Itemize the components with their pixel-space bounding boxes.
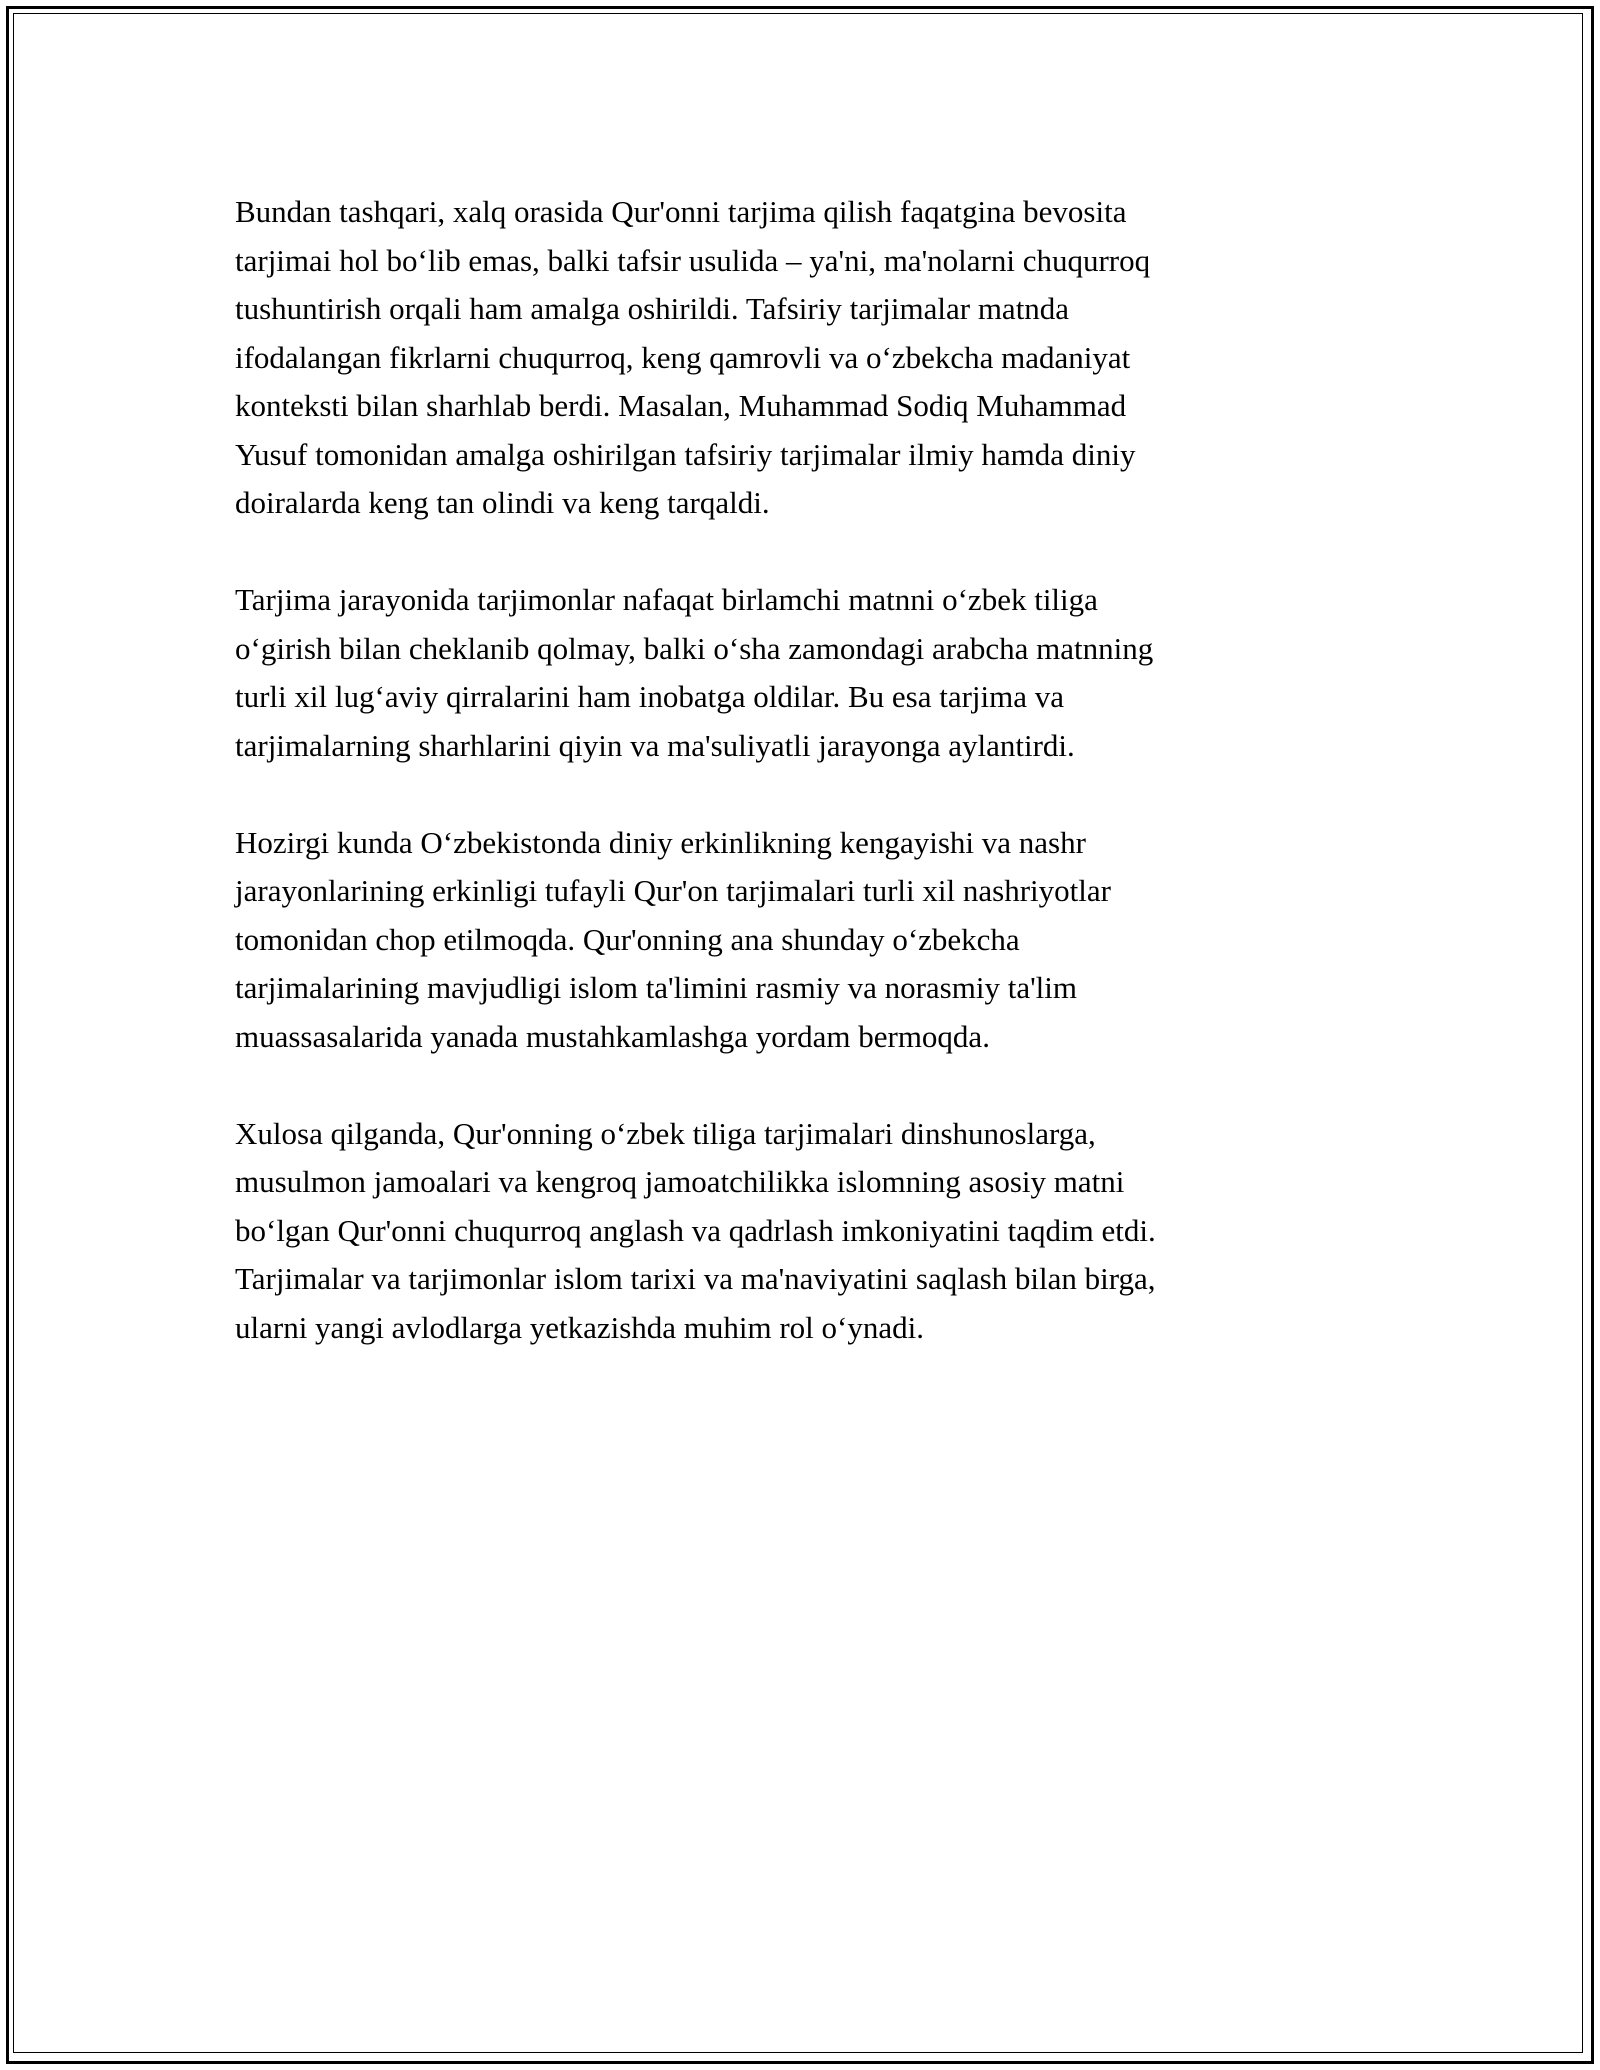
text-line: konteksti bilan sharhlab berdi. Masalan, Muhammad Sodiq Muhammad xyxy=(235,388,1127,423)
text-line: Hozirgi kunda Oʻzbekistonda diniy erkinlikning kengayishi va nashr xyxy=(235,824,1086,860)
text-line: ifodalangan fikrlarni chuqurroq, keng qamrovli va oʻzbekcha madaniyat xyxy=(235,339,1131,375)
document-body xyxy=(235,188,1350,1401)
text-line: Tarjimalar va tarjimonlar islom tarixi va ma'naviyatini saqlash bilan birga, xyxy=(235,1261,1156,1296)
text-line: muassasalarida yanada mustahkamlashga yordam bermoqda. xyxy=(235,1018,990,1054)
paragraph-1 xyxy=(235,188,1350,528)
text-line: tarjimalarining mavjudligi islom ta'limini rasmiy va norasmiy ta'lim xyxy=(235,970,1078,1005)
text-line: Bundan tashqari, xalq orasida Qur'onni tarjima qilish faqatgina bevosita xyxy=(235,194,1127,229)
text-line: musulmon jamoalari va kengroq jamoatchilikka islomning asosiy matni xyxy=(235,1164,1125,1199)
text-line: Tarjima jarayonida tarjimonlar nafaqat birlamchi matnni oʻzbek tiliga xyxy=(235,582,1098,617)
text-line: boʻlgan Qur'onni chuqurroq anglash va qadrlash imkoniyatini taqdim etdi. xyxy=(235,1212,1156,1248)
paragraph-2 xyxy=(235,576,1350,770)
paragraph-4 xyxy=(235,1110,1350,1353)
text-line: tarjimalarning sharhlarini qiyin va ma'suliyatli jarayonga aylantirdi. xyxy=(235,727,1075,763)
text-line: tomonidan chop etilmoqda. Qur'onning ana shunday oʻzbekcha xyxy=(235,921,1020,957)
text-line: turli xil lugʻaviy qirralarini ham inobatga oldilar. Bu esa tarjima va xyxy=(235,679,1065,714)
text-line: doiralarda keng tan olindi va keng tarqaldi. xyxy=(235,485,770,520)
text-line: ularni yangi avlodlarga yetkazishda muhim rol oʻynadi. xyxy=(235,1309,924,1345)
paragraph-3 xyxy=(235,819,1350,1062)
text-line: Xulosa qilganda, Qur'onning oʻzbek tiliga tarjimalari dinshunoslarga, xyxy=(235,1115,1096,1151)
text-line: oʻgirish bilan cheklanib qolmay, balki oʻsha zamondagi arabcha matnning xyxy=(235,630,1154,666)
text-line: jarayonlarining erkinligi tufayli Qur'on tarjimalari turli xil nashriyotlar xyxy=(235,873,1111,908)
text-line: Yusuf tomonidan amalga oshirilgan tafsiriy tarjimalar ilmiy hamda diniy xyxy=(235,436,1136,472)
text-line: tushuntirish orqali ham amalga oshirildi. Tafsiriy tarjimalar matnda xyxy=(235,291,1070,326)
text-line: tarjimai hol boʻlib emas, balki tafsir usulida – ya'ni, ma'nolarni chuqurroq xyxy=(235,242,1151,278)
